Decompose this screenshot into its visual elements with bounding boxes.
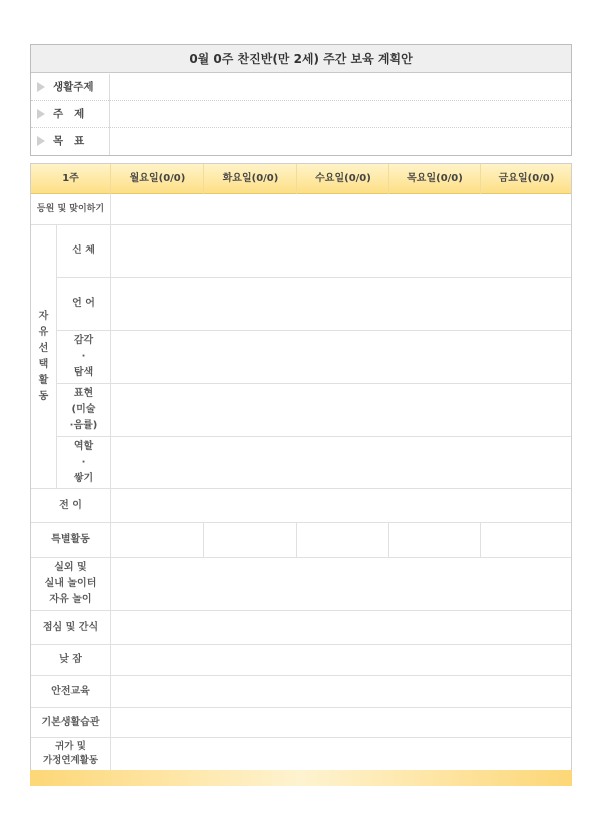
triangle-right-icon bbox=[37, 109, 45, 119]
goal-field[interactable] bbox=[109, 128, 572, 155]
row-label: 귀가 및 가정연계활동 bbox=[31, 738, 111, 770]
page-title: 0월 0주 찬진반(만 2세) 주간 보육 계획안 bbox=[31, 45, 571, 73]
plan-header bbox=[30, 44, 572, 156]
weekly-plan-table bbox=[30, 163, 572, 771]
area-label: 신 체 bbox=[57, 225, 111, 277]
life-theme-field[interactable] bbox=[109, 74, 572, 101]
row-label: 점심 및 간식 bbox=[31, 611, 111, 644]
row-area-role-blocks bbox=[57, 437, 571, 489]
row-label: 특별활동 bbox=[31, 523, 111, 557]
area-label: 언 어 bbox=[57, 278, 111, 330]
theme-field[interactable] bbox=[109, 101, 572, 128]
header-label: 목 표 bbox=[53, 135, 85, 147]
row-special bbox=[31, 523, 571, 558]
table-header-row bbox=[31, 164, 571, 194]
row-area-language bbox=[57, 278, 571, 331]
cell-divider bbox=[388, 523, 389, 557]
triangle-right-icon bbox=[37, 136, 45, 146]
row-homegoing bbox=[31, 738, 571, 770]
day-header-thu: 목요일(0/0) bbox=[388, 164, 481, 194]
row-outdoor-play bbox=[31, 558, 571, 611]
row-habits bbox=[31, 708, 571, 738]
row-transition bbox=[31, 489, 571, 523]
cell-divider bbox=[203, 523, 204, 557]
header-row-goal bbox=[31, 128, 571, 155]
free-choice-group-label: 자 유 선 택 활 동 bbox=[31, 225, 57, 489]
cell-divider bbox=[296, 523, 297, 557]
day-header-fri: 금요일(0/0) bbox=[480, 164, 572, 194]
area-label: 역할 · 쌓기 bbox=[57, 437, 111, 488]
row-label: 기본생활습관 bbox=[31, 708, 111, 737]
row-arrival bbox=[31, 194, 571, 225]
area-label: 감각 · 탐색 bbox=[57, 331, 111, 383]
day-header-tue: 화요일(0/0) bbox=[203, 164, 297, 194]
header-row-life-theme bbox=[31, 74, 571, 101]
day-header-wed: 수요일(0/0) bbox=[296, 164, 389, 194]
row-area-sensory bbox=[57, 331, 571, 384]
footer-bar bbox=[30, 770, 572, 786]
triangle-right-icon bbox=[37, 82, 45, 92]
row-area-expression bbox=[57, 384, 571, 437]
row-label: 전 이 bbox=[31, 489, 111, 522]
row-label: 안전교육 bbox=[31, 676, 111, 707]
row-label: 실외 및 실내 놀이터 자유 놀이 bbox=[31, 558, 111, 610]
row-nap bbox=[31, 645, 571, 676]
week-label: 1주 bbox=[62, 173, 79, 184]
row-safety bbox=[31, 676, 571, 708]
header-label: 주 제 bbox=[53, 108, 85, 120]
row-label: 낮 잠 bbox=[31, 645, 111, 675]
row-label: 등원 및 맞이하기 bbox=[31, 194, 111, 224]
header-label: 생활주제 bbox=[53, 81, 94, 93]
row-lunch bbox=[31, 611, 571, 645]
cell-divider bbox=[480, 523, 481, 557]
row-area-physical bbox=[57, 225, 571, 278]
header-row-theme bbox=[31, 101, 571, 128]
area-label: 표현 (미술 ·음률) bbox=[57, 384, 111, 436]
day-header-mon: 월요일(0/0) bbox=[110, 164, 204, 194]
